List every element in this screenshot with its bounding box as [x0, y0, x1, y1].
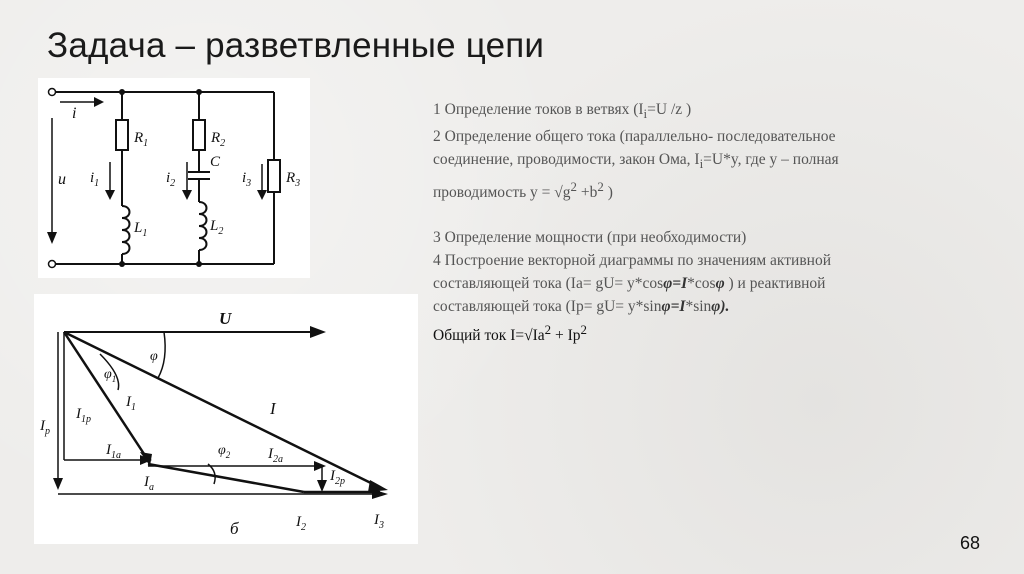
label-i1: $i_1$	[90, 170, 100, 189]
text-line-3: соединение, проводимости, закон Ома, $I_i=U*y$, где y – полная	[433, 151, 839, 172]
label-Ip: $I_p$	[40, 418, 50, 437]
circuit-schematic	[38, 78, 310, 278]
label-I1a: $I_{1a}$	[106, 442, 121, 461]
circuit-schematic-panel	[38, 78, 310, 278]
text-line-1: 1 Определение токов в ветвях ($I_i=U$ /z )	[433, 101, 692, 122]
label-phi: φ	[150, 349, 158, 364]
text-line-6: 4 Построение векторной диаграммы по значениям активной	[433, 252, 831, 270]
text-line-7: составляющей тока (Ia= gU= y*cosφ=I*cosφ ) и реактивной	[433, 275, 826, 293]
label-I2: $I_2$	[296, 514, 306, 533]
label-phi1: $\varphi_1$	[104, 367, 117, 384]
label-L1: $L_1$	[134, 220, 148, 239]
label-i: i	[72, 105, 77, 122]
text-line-5: 3 Определение мощности (при необходимости)	[433, 229, 747, 247]
label-R2: $R_2$	[211, 130, 226, 149]
text-line-2: 2 Определение общего тока (параллельно- последовательное	[433, 128, 836, 146]
label-R3: $R_3$	[286, 170, 301, 189]
figure-caption: б	[230, 519, 239, 538]
explanation-text	[433, 98, 993, 348]
label-i3: $i_3$	[242, 170, 252, 189]
text-line-4: проводимость $y = √g^2 +b^2$ )	[433, 179, 613, 202]
slide-title: Задача – разветвленные цепи	[47, 26, 545, 65]
text-line-9: Общий ток $I=√Ia^2 + Ip^2$	[433, 322, 587, 345]
text-line-8: составляющей тока (Ip= gU= y*sinφ=I*sinφ).	[433, 298, 730, 316]
slide-number: 68	[960, 533, 981, 553]
label-I2a: $I_{2a}$	[268, 446, 283, 465]
label-u: u	[58, 171, 66, 188]
label-i2: $i_2$	[166, 170, 176, 189]
label-Ia: $I_a$	[144, 474, 154, 493]
label-U: U	[219, 309, 232, 328]
label-I1p: $I_{1p}$	[76, 406, 91, 425]
label-phi2: $\varphi_2$	[218, 443, 231, 460]
label-R1: $R_1$	[134, 130, 149, 149]
label-I: I	[270, 399, 276, 418]
vector-diagram-panel	[34, 294, 418, 544]
label-I3: $I_3$	[374, 512, 384, 531]
vector-diagram	[34, 294, 418, 544]
label-I1: $I_1$	[126, 394, 136, 413]
label-I2p: $I_{2p}$	[330, 468, 345, 487]
label-C: C	[210, 154, 221, 170]
label-L2: $L_2$	[210, 218, 224, 237]
